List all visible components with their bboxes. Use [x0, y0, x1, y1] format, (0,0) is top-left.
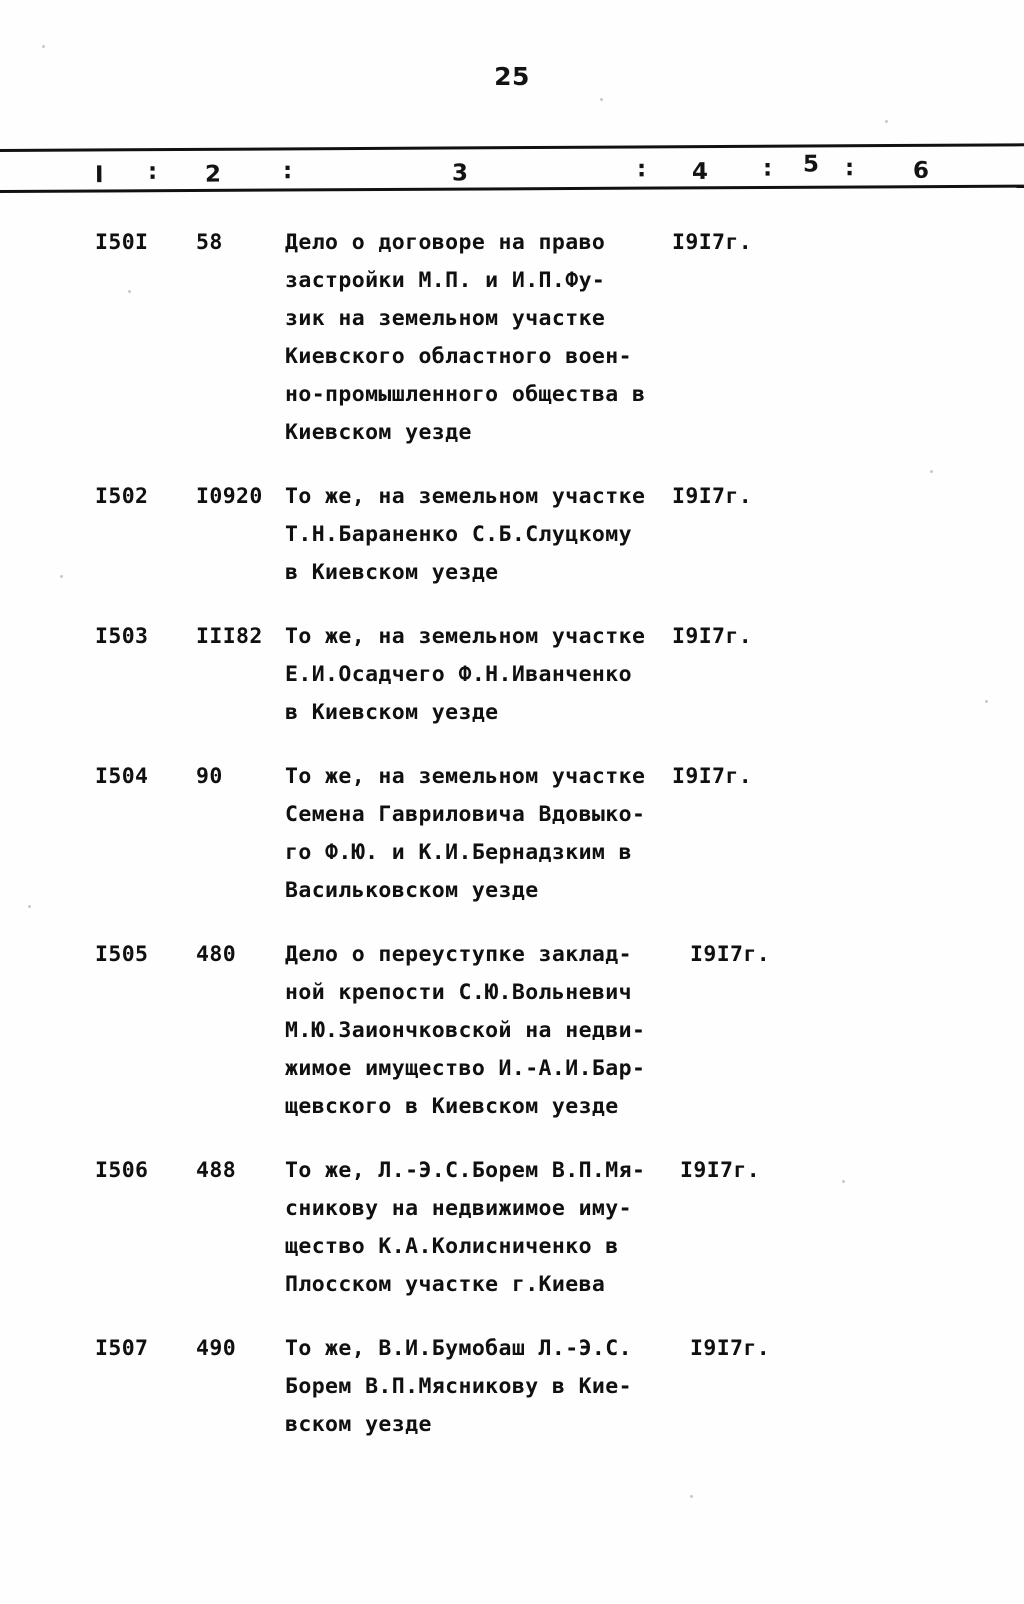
record-description-line: в Киевском уезде — [285, 700, 499, 725]
table-row — [0, 1336, 1024, 1450]
table-row-line — [0, 1336, 1024, 1374]
record-number: III82 — [196, 624, 263, 649]
record-id: I506 — [95, 1158, 149, 1183]
column-header-6: 6 — [912, 157, 930, 184]
table-row-line — [0, 306, 1024, 344]
table-row-line — [0, 268, 1024, 306]
record-description-line: но-промышленного общества в — [285, 382, 646, 407]
record-description-line: щество К.А.Колисниченко в — [285, 1234, 619, 1259]
record-description-line: Борем В.П.Мясникову в Кие- — [285, 1374, 632, 1399]
table-row — [0, 230, 1024, 458]
table-row-line — [0, 1272, 1024, 1310]
record-description-line: Васильковском уезде — [285, 878, 539, 903]
table-row-line — [0, 1094, 1024, 1132]
scan-speck — [42, 45, 45, 48]
record-id: I502 — [95, 484, 149, 509]
record-description-line: Семена Гавриловича Вдовыко- — [285, 802, 646, 827]
record-id: I505 — [95, 942, 149, 967]
record-description-line: Е.И.Осадчего Ф.Н.Иванченко — [285, 662, 632, 687]
table-row-line — [0, 662, 1024, 700]
record-year: I9I7г. — [680, 1158, 761, 1183]
table-row — [0, 764, 1024, 916]
table-row-line — [0, 942, 1024, 980]
column-header-5: 5 — [802, 151, 820, 178]
table-row-line — [0, 420, 1024, 458]
table-row-line — [0, 230, 1024, 268]
record-year: I9I7г. — [672, 484, 753, 509]
column-header-3: 3 — [451, 160, 469, 187]
table-row-line — [0, 344, 1024, 382]
record-description-line: в Киевском уезде — [285, 560, 499, 585]
column-separator-3: : — [636, 156, 647, 183]
table-row-line — [0, 1234, 1024, 1272]
table-row-line — [0, 1374, 1024, 1412]
table-row-line — [0, 1158, 1024, 1196]
record-number: I0920 — [196, 484, 263, 509]
page-number: 25 — [494, 62, 530, 91]
record-description-line: То же, В.И.Бумобаш Л.-Э.С. — [285, 1336, 632, 1361]
record-description-line: М.Ю.Заиончковской на недви- — [285, 1018, 646, 1043]
table-body — [0, 230, 1024, 1476]
record-description-line: Дело о договоре на право — [285, 230, 606, 255]
table-row-line — [0, 878, 1024, 916]
record-description-line: сникову на недвижимое иму- — [285, 1196, 632, 1221]
table-row-line — [0, 1412, 1024, 1450]
table-row-line — [0, 802, 1024, 840]
table-row — [0, 1158, 1024, 1310]
table-row-line — [0, 700, 1024, 738]
record-description-line: вском уезде — [285, 1412, 432, 1437]
record-description-line: Т.Н.Бараненко С.Б.Слуцкому — [285, 522, 632, 547]
table-row-line — [0, 840, 1024, 878]
table-row — [0, 624, 1024, 738]
record-number: 480 — [196, 942, 237, 967]
record-number: 488 — [196, 1158, 237, 1183]
table-row — [0, 942, 1024, 1132]
column-separator-4: : — [762, 155, 773, 182]
column-separator-1: : — [147, 158, 158, 185]
record-id: I504 — [95, 764, 149, 789]
record-year: I9I7г. — [672, 764, 753, 789]
table-row-line — [0, 382, 1024, 420]
table-row-line — [0, 1196, 1024, 1234]
record-number: 90 — [196, 764, 223, 789]
record-description-line: Киевского областного воен- — [285, 344, 632, 369]
record-description-line: Плосском участке г.Киева — [285, 1272, 606, 1297]
table-top-rule — [0, 143, 1024, 152]
column-header-2: 2 — [204, 161, 222, 188]
table-row-line — [0, 980, 1024, 1018]
record-year: I9I7г. — [690, 1336, 771, 1361]
table-row-line — [0, 1056, 1024, 1094]
record-description-line: щевского в Киевском уезде — [285, 1094, 619, 1119]
record-number: 58 — [196, 230, 223, 255]
scan-speck — [600, 98, 603, 101]
record-description-line: То же, Л.-Э.С.Борем В.П.Мя- — [285, 1158, 646, 1183]
record-year: I9I7г. — [690, 942, 771, 967]
table-row-line — [0, 764, 1024, 802]
table-row-line — [0, 1018, 1024, 1056]
record-description-line: зик на земельном участке — [285, 306, 606, 331]
record-id: I507 — [95, 1336, 149, 1361]
column-separator-2: : — [282, 158, 293, 185]
table-row-line — [0, 624, 1024, 662]
column-separator-5: : — [844, 155, 855, 182]
record-description-line: То же, на земельном участке — [285, 484, 646, 509]
record-description-line: застройки М.П. и И.П.Фу- — [285, 268, 606, 293]
record-year: I9I7г. — [672, 230, 753, 255]
column-header-4: 4 — [691, 158, 709, 186]
table-row-line — [0, 522, 1024, 560]
record-year: I9I7г. — [672, 624, 753, 649]
scan-speck — [690, 1495, 693, 1498]
record-id: I50I — [95, 230, 149, 255]
record-description-line: го Ф.Ю. и К.И.Бернадзким в — [285, 840, 632, 865]
scan-speck — [885, 120, 888, 123]
record-description-line: ной крепости С.Ю.Вольневич — [285, 980, 632, 1005]
table-column-header-row — [0, 152, 1024, 193]
record-description-line: жимое имущество И.-А.И.Бар- — [285, 1056, 646, 1081]
table-row-line — [0, 484, 1024, 522]
table-row-line — [0, 560, 1024, 598]
column-header-1: I — [94, 162, 104, 189]
record-number: 490 — [196, 1336, 237, 1361]
record-id: I503 — [95, 624, 149, 649]
record-description-line: Дело о переуступке заклад- — [285, 942, 632, 967]
record-description-line: То же, на земельном участке — [285, 764, 646, 789]
record-description-line: То же, на земельном участке — [285, 624, 646, 649]
table-row — [0, 484, 1024, 598]
record-description-line: Киевском уезде — [285, 420, 472, 445]
